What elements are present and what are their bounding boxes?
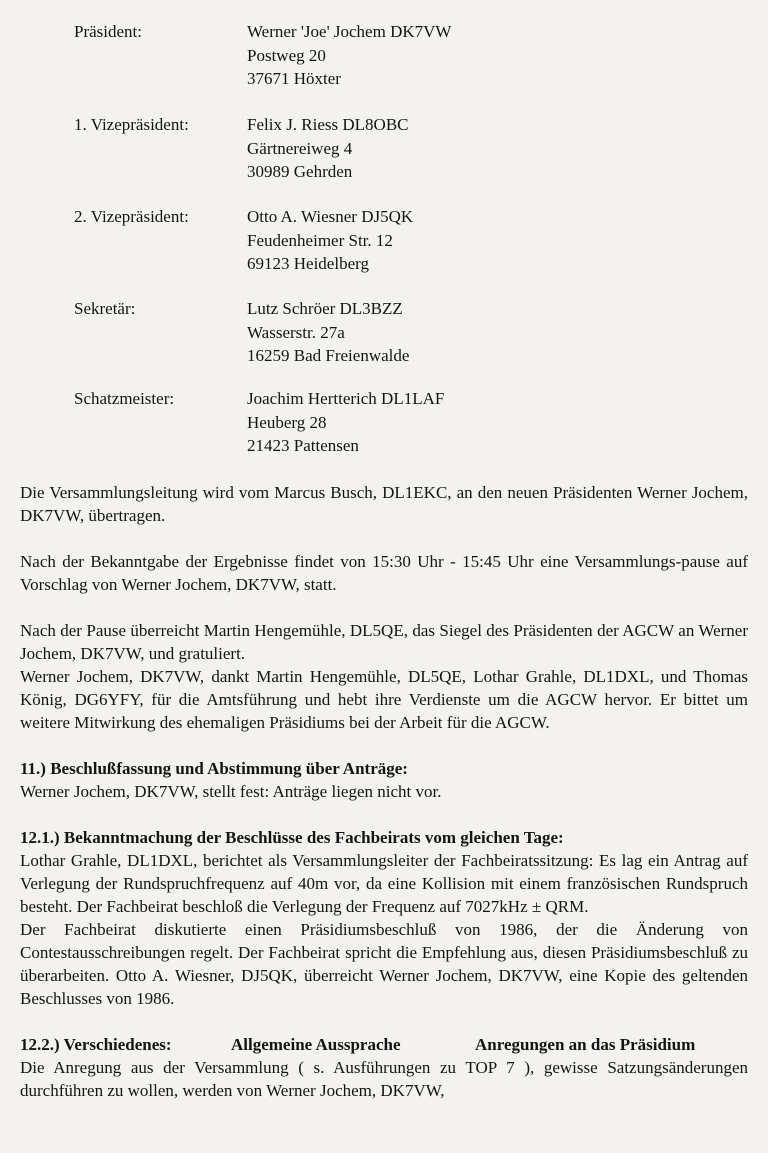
- officer-name: Lutz Schröer DL3BZZ: [247, 299, 403, 318]
- heading-12-2-suggestions: Anregungen an das Präsidium: [475, 1035, 696, 1054]
- paragraph-seal: Nach der Pause überreicht Martin Hengemühle, DL5QE, das Siegel des Präsidenten der AGCW an Werner Jochem, DK7VW, und gratuliert.: [20, 621, 748, 663]
- officer-street: Wasserstr. 27a: [247, 322, 345, 342]
- paragraph-motions: Werner Jochem, DK7VW, stellt fest: Anträge liegen nicht vor.: [20, 782, 442, 801]
- heading-12-1: 12.1.) Bekanntmachung der Beschlüsse des Fachbeirats vom gleichen Tage:: [20, 828, 564, 847]
- heading-12-2: [20, 1033, 748, 1056]
- officer-name: Joachim Hertterich DL1LAF: [247, 389, 445, 408]
- officer-role: 2. Vizepräsident:: [74, 207, 189, 226]
- officer-role: 1. Vizepräsident:: [74, 115, 189, 134]
- officer-president: [0, 20, 768, 91]
- officer-role: Präsident:: [74, 22, 142, 41]
- officer-treasurer: [0, 387, 768, 458]
- officer-vice-president-1: [0, 113, 768, 184]
- paragraph-break: Nach der Bekanntgabe der Ergebnisse findet von 15:30 Uhr - 15:45 Uhr eine Versammlungs-pause auf Vorschlag von Werner Jochem, DK7VW, statt.: [20, 552, 748, 594]
- paragraph-statute-changes: Die Anregung aus der Versammlung ( s. Ausführungen zu TOP 7 ), gewisse Satzungsänderungen durchführen zu wollen, werden von Werner Jochem, DK7VW,: [20, 1058, 748, 1100]
- officer-address: [247, 387, 444, 458]
- officer-street: Postweg 20: [247, 45, 326, 65]
- heading-12-2-title: 12.2.) Verschiedenes:: [20, 1035, 172, 1054]
- paragraph-frequency: Lothar Grahle, DL1DXL, berichtet als Versammlungsleiter der Fachbeiratssitzung: Es lag ein Antrag auf Verlegung der Rundspruchfrequenz auf 40m vor, da eine Kollision mit einem französischen Rundspruch besteht. Der Fachbeirat beschloß die Verlegung der Frequenz auf 7027kHz ± QRM.: [20, 851, 748, 916]
- officer-city: 16259 Bad Freienwalde: [247, 346, 410, 365]
- heading-11: 11.) Beschlußfassung und Abstimmung über Anträge:: [20, 759, 408, 778]
- paragraph-contest-rules: Der Fachbeirat diskutierte einen Präsidiumsbeschluß von 1986, der die Änderung von Contestausschreibungen regelt. Der Fachbeirat spricht die Empfehlung aus, diesen Präsidiumsbeschluß zu überarbeiten. Otto A. Wiesner, DJ5QK, überreicht Werner Jochem, DK7VW, eine Kopie des geltenden Beschlusses von 1986.: [20, 920, 748, 1008]
- officer-address: [247, 205, 413, 276]
- officer-address: [247, 113, 409, 184]
- officer-address: [247, 297, 409, 368]
- officer-street: Feudenheimer Str. 12: [247, 230, 393, 250]
- officer-city: 21423 Pattensen: [247, 436, 359, 455]
- officer-name: Werner 'Joe' Jochem DK7VW: [247, 22, 452, 41]
- officer-street: Heuberg 28: [247, 412, 327, 432]
- paragraph-assembly-chair: Die Versammlungsleitung wird vom Marcus Busch, DL1EKC, an den neuen Präsidenten Werner Jochem, DK7VW, übertragen.: [20, 483, 748, 525]
- officer-address: [247, 20, 451, 91]
- paragraph-thanks: Werner Jochem, DK7VW, dankt Martin Hengemühle, DL5QE, Lothar Grahle, DL1DXL, und Thomas König, DG6YFY, für die Amtsführung und hebt ihre Verdienste um die AGCW hervor. Er bittet um weitere Mitwirkung des ehemaligen Präsidiums bei der Arbeit für die AGCW.: [20, 667, 748, 732]
- heading-12-2-discussion: Allgemeine Aussprache: [231, 1035, 401, 1054]
- officer-street: Gärtnereiweg 4: [247, 138, 353, 158]
- minutes-body: [20, 481, 748, 1102]
- officer-role: Schatzmeister:: [74, 389, 175, 408]
- officer-city: 69123 Heidelberg: [247, 254, 369, 273]
- officer-name: Felix J. Riess DL8OBC: [247, 115, 409, 134]
- officer-city: 30989 Gehrden: [247, 162, 353, 181]
- officer-role: Sekretär:: [74, 299, 136, 318]
- officer-vice-president-2: [0, 205, 768, 276]
- officer-secretary: [0, 297, 768, 368]
- officer-name: Otto A. Wiesner DJ5QK: [247, 207, 414, 226]
- officer-city: 37671 Höxter: [247, 69, 341, 88]
